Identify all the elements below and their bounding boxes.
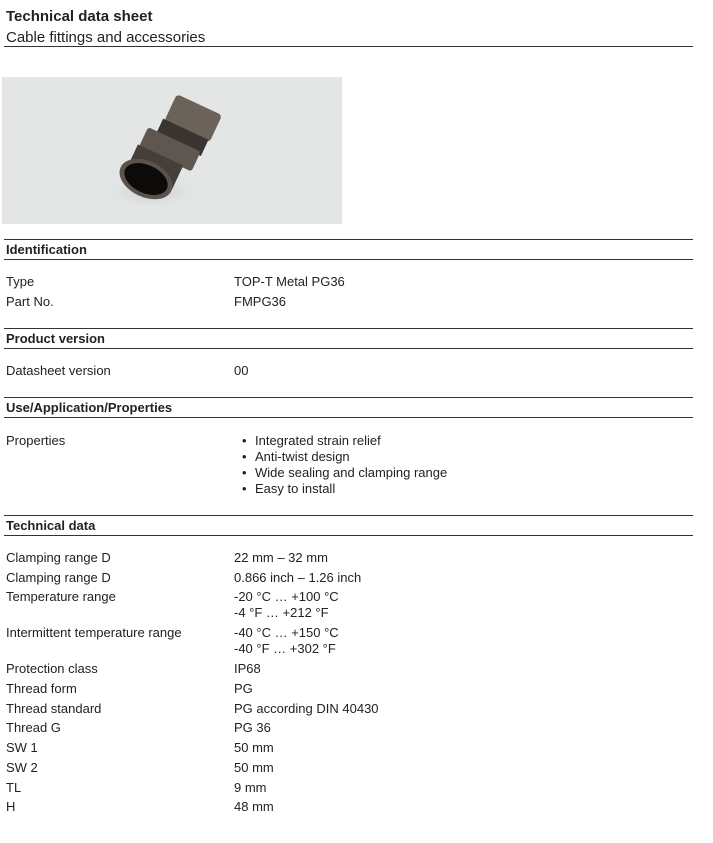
row-value: PG: [234, 681, 253, 696]
bullet-text: Anti-twist design: [255, 449, 350, 464]
section-header-technical-data: [4, 515, 693, 536]
section-title: Technical data: [6, 518, 96, 533]
row-value: PG 36: [234, 720, 271, 735]
row-value: TOP-T Metal PG36: [234, 274, 345, 289]
row-value: 48 mm: [234, 799, 274, 814]
header-divider: [4, 46, 693, 47]
row-label: SW 2: [6, 760, 38, 775]
bullet-text: Wide sealing and clamping range: [255, 465, 448, 480]
row-value: PG according DIN 40430: [234, 701, 379, 716]
row-value: -20 °C … +100 °C: [234, 589, 339, 604]
row-value: -40 °C … +150 °C: [234, 625, 339, 640]
row-label: Intermittent temperature range: [6, 625, 182, 640]
section-header-product-version: [4, 328, 693, 349]
row-label: Thread standard: [6, 701, 102, 716]
section-header-use-application-properties: [4, 397, 693, 418]
section-title: Use/Application/Properties: [6, 400, 173, 415]
row-value: 50 mm: [234, 740, 274, 755]
document-title: Technical data sheet: [6, 8, 153, 25]
bullet-item: [243, 449, 350, 465]
product-image: [2, 77, 342, 224]
row-label: Properties: [6, 433, 66, 448]
bullet-item: [243, 465, 447, 481]
row-value: IP68: [234, 661, 261, 676]
row-label: SW 1: [6, 740, 38, 755]
section-title: Product version: [6, 331, 105, 346]
row-value: 00: [234, 363, 249, 378]
section-title: Identification: [6, 242, 87, 257]
row-label: Protection class: [6, 661, 98, 676]
row-value: -4 °F … +212 °F: [234, 605, 329, 620]
bullet-text: Easy to install: [255, 481, 336, 496]
row-value: 22 mm – 32 mm: [234, 550, 328, 565]
row-label: Type: [6, 274, 35, 289]
row-label: TL: [6, 780, 22, 795]
section-header-identification: [4, 239, 693, 260]
row-label: Clamping range D: [6, 570, 111, 585]
row-label: Part No.: [6, 294, 54, 309]
row-label: Datasheet version: [6, 363, 111, 378]
bullet-text: Integrated strain relief: [255, 433, 381, 448]
row-label: Temperature range: [6, 589, 116, 604]
row-label: Thread form: [6, 681, 77, 696]
bullet-item: [243, 433, 381, 449]
row-value: 0.866 inch – 1.26 inch: [234, 570, 362, 585]
row-value: FMPG36: [234, 294, 287, 309]
bullet-item: [243, 481, 335, 497]
row-label: H: [6, 799, 16, 814]
row-value: 9 mm: [234, 780, 267, 795]
row-value: 50 mm: [234, 760, 274, 775]
row-label: Clamping range D: [6, 550, 111, 565]
document-subtitle: Cable fittings and accessories: [6, 29, 206, 46]
row-label: Thread G: [6, 720, 61, 735]
row-value: -40 °F … +302 °F: [234, 641, 336, 656]
